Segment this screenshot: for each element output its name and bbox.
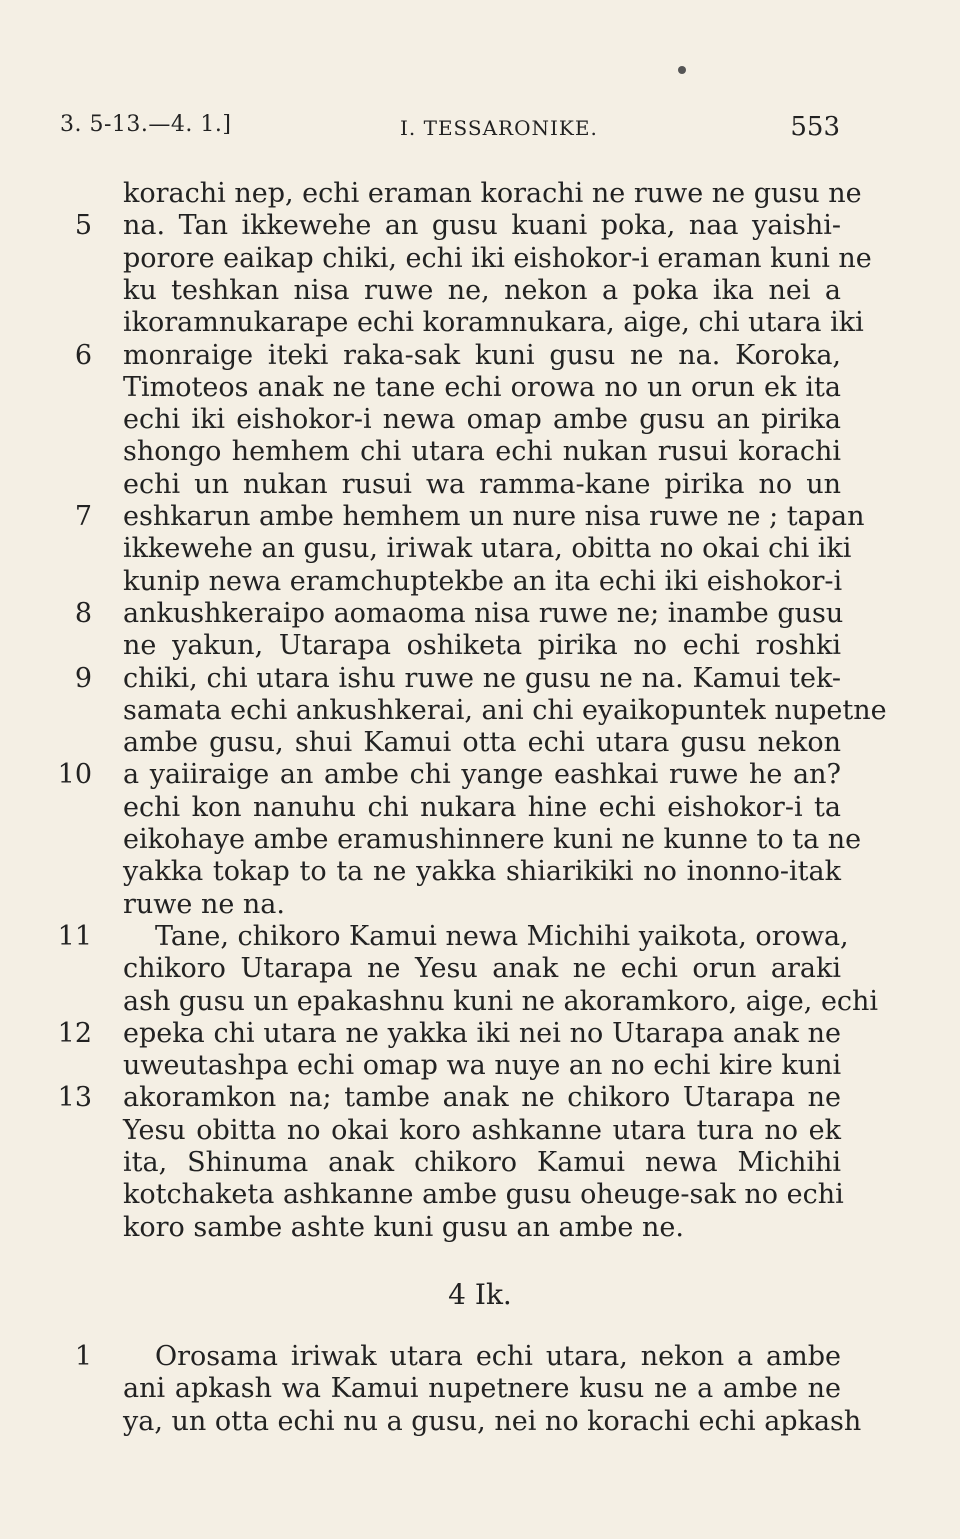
text-line [0,856,960,888]
text-line [0,1341,960,1373]
line-text: chiki, chi utara ishu ruwe ne gusu ne na. Kamui tek- [123,662,841,694]
text-line [0,695,960,727]
line-text: shongo hemhem chi utara echi nukan rusui korachi [123,436,841,468]
text-line [0,178,960,210]
line-text: ash gusu un epakashnu kuni ne akoramkoro, aige, echi [123,985,879,1017]
line-text: Timoteos anak ne tane echi orowa no un orun ek ita [123,371,841,403]
verse-number: 9 [74,662,92,694]
running-title: I. TESSARONIKE. [400,116,598,140]
verse-number: 8 [74,597,92,629]
text-line [0,1147,960,1179]
text-line [0,275,960,307]
line-text: eikohaye ambe eramushinnere kuni ne kunne to ta ne [123,824,862,855]
text-line [0,986,960,1018]
line-text: echi kon nanuhu chi nukara hine echi eishokor-i ta [123,791,841,823]
verse-number: 6 [74,339,92,371]
line-text: chikoro Utarapa ne Yesu anak ne echi orun araki [123,953,841,985]
verse-number: 1 [74,1341,92,1372]
line-text: ku teshkan nisa ruwe ne, nekon a poka ika nei a [123,274,841,306]
text-line [0,1406,960,1438]
line-text: Orosama iriwak utara echi utara, nekon a ambe [155,1341,841,1372]
line-text: kotchaketa ashkanne ambe gusu oheuge-sak no echi [123,1179,844,1211]
line-text: ruwe ne na. [123,888,285,920]
line-text: monraige iteki raka-sak kuni gusu ne na. Koroka, [123,339,841,371]
line-text: eshkarun ambe hemhem un nure nisa ruwe ne ; tapan [123,501,865,532]
text-line [0,1212,960,1244]
line-text: uweutashpa echi omap wa nuye an no echi kire kuni [123,1050,842,1082]
line-text: korachi nep, echi eraman korachi ne ruwe ne gusu ne [123,178,862,209]
line-text: echi un nukan rusui wa ramma-kane pirika no un [123,468,841,500]
text-line [0,1050,960,1082]
text-line [0,372,960,404]
page-header [60,112,840,148]
line-text: Tane, chikoro Kamui newa Michihi yaikota, orowa, [155,920,849,952]
text-line [0,404,960,436]
text-line [0,566,960,598]
text-line [0,727,960,759]
line-text: epeka chi utara ne yakka iki nei no Utarapa anak ne [123,1017,841,1049]
text-line [0,953,960,985]
line-text: yakka tokap to ta ne yakka shiarikiki no inonno-itak [123,856,841,888]
ink-speck [678,66,686,74]
line-text: na. Tan ikkewehe an gusu kuani poka, naa yaishi- [123,210,841,242]
verse-number: 5 [74,210,92,242]
line-text: echi iki eishokor-i newa omap ambe gusu an pirika [123,404,841,436]
text-line [0,533,960,565]
text-line [0,663,960,695]
text-line [0,1082,960,1114]
text-line [0,792,960,824]
line-text: kunip newa eramchuptekbe an ita echi iki eishokor-i [123,565,843,597]
chapter-heading: 4 Ik. [448,1278,512,1311]
line-text: ani apkash wa Kamui nupetnere kusu ne a ambe ne [123,1373,841,1405]
text-line [0,1115,960,1147]
line-text: ne yakun, Utarapa oshiketa pirika no echi roshki [123,630,841,662]
line-text: koro sambe ashte kuni gusu an ambe ne. [123,1211,684,1243]
line-text: ikoramnukarape echi koramnukara, aige, chi utara iki [123,307,864,339]
text-line [0,889,960,921]
text-line [0,1018,960,1050]
text-line [0,469,960,501]
line-text: akoramkon na; tambe anak ne chikoro Utarapa ne [123,1082,841,1114]
verse-number: 10 [57,759,92,791]
line-text: ita, Shinuma anak chikoro Kamui newa Michihi [123,1147,841,1178]
text-line [0,501,960,533]
verse-number: 12 [57,1017,92,1049]
verse-number: 11 [57,920,92,952]
text-line [0,243,960,275]
line-text: samata echi ankushkerai, ani chi eyaikopuntek nupetne [123,694,887,726]
text-line [0,436,960,468]
line-text: a yaiiraige an ambe chi yange eashkai ruwe he an? [123,759,841,791]
text-line [0,630,960,662]
chapter-verse-range: 3. 5-13.—4. 1.] [60,112,232,137]
text-line [0,1179,960,1211]
line-text: ankushkeraipo aomaoma nisa ruwe ne; inambe gusu [123,597,844,629]
line-text: ikkewehe an gusu, iriwak utara, obitta no okai chi iki [123,533,852,565]
text-line [0,921,960,953]
text-line [0,824,960,856]
verse-number: 13 [57,1082,92,1114]
text-line [0,1373,960,1405]
line-text: Yesu obitta no okai koro ashkanne utara tura no ek [123,1114,841,1146]
line-text: porore eaikap chiki, echi iki eishokor-i eraman kuni ne [123,242,872,274]
text-line [0,210,960,242]
line-text: ya, un otta echi nu a gusu, nei no korachi echi apkash [123,1405,862,1437]
text-line [0,759,960,791]
text-line [0,340,960,372]
verse-number: 7 [74,501,92,532]
page-number: 553 [790,112,840,142]
text-line [0,598,960,630]
text-line [0,307,960,339]
line-text: ambe gusu, shui Kamui otta echi utara gusu nekon [123,727,841,759]
